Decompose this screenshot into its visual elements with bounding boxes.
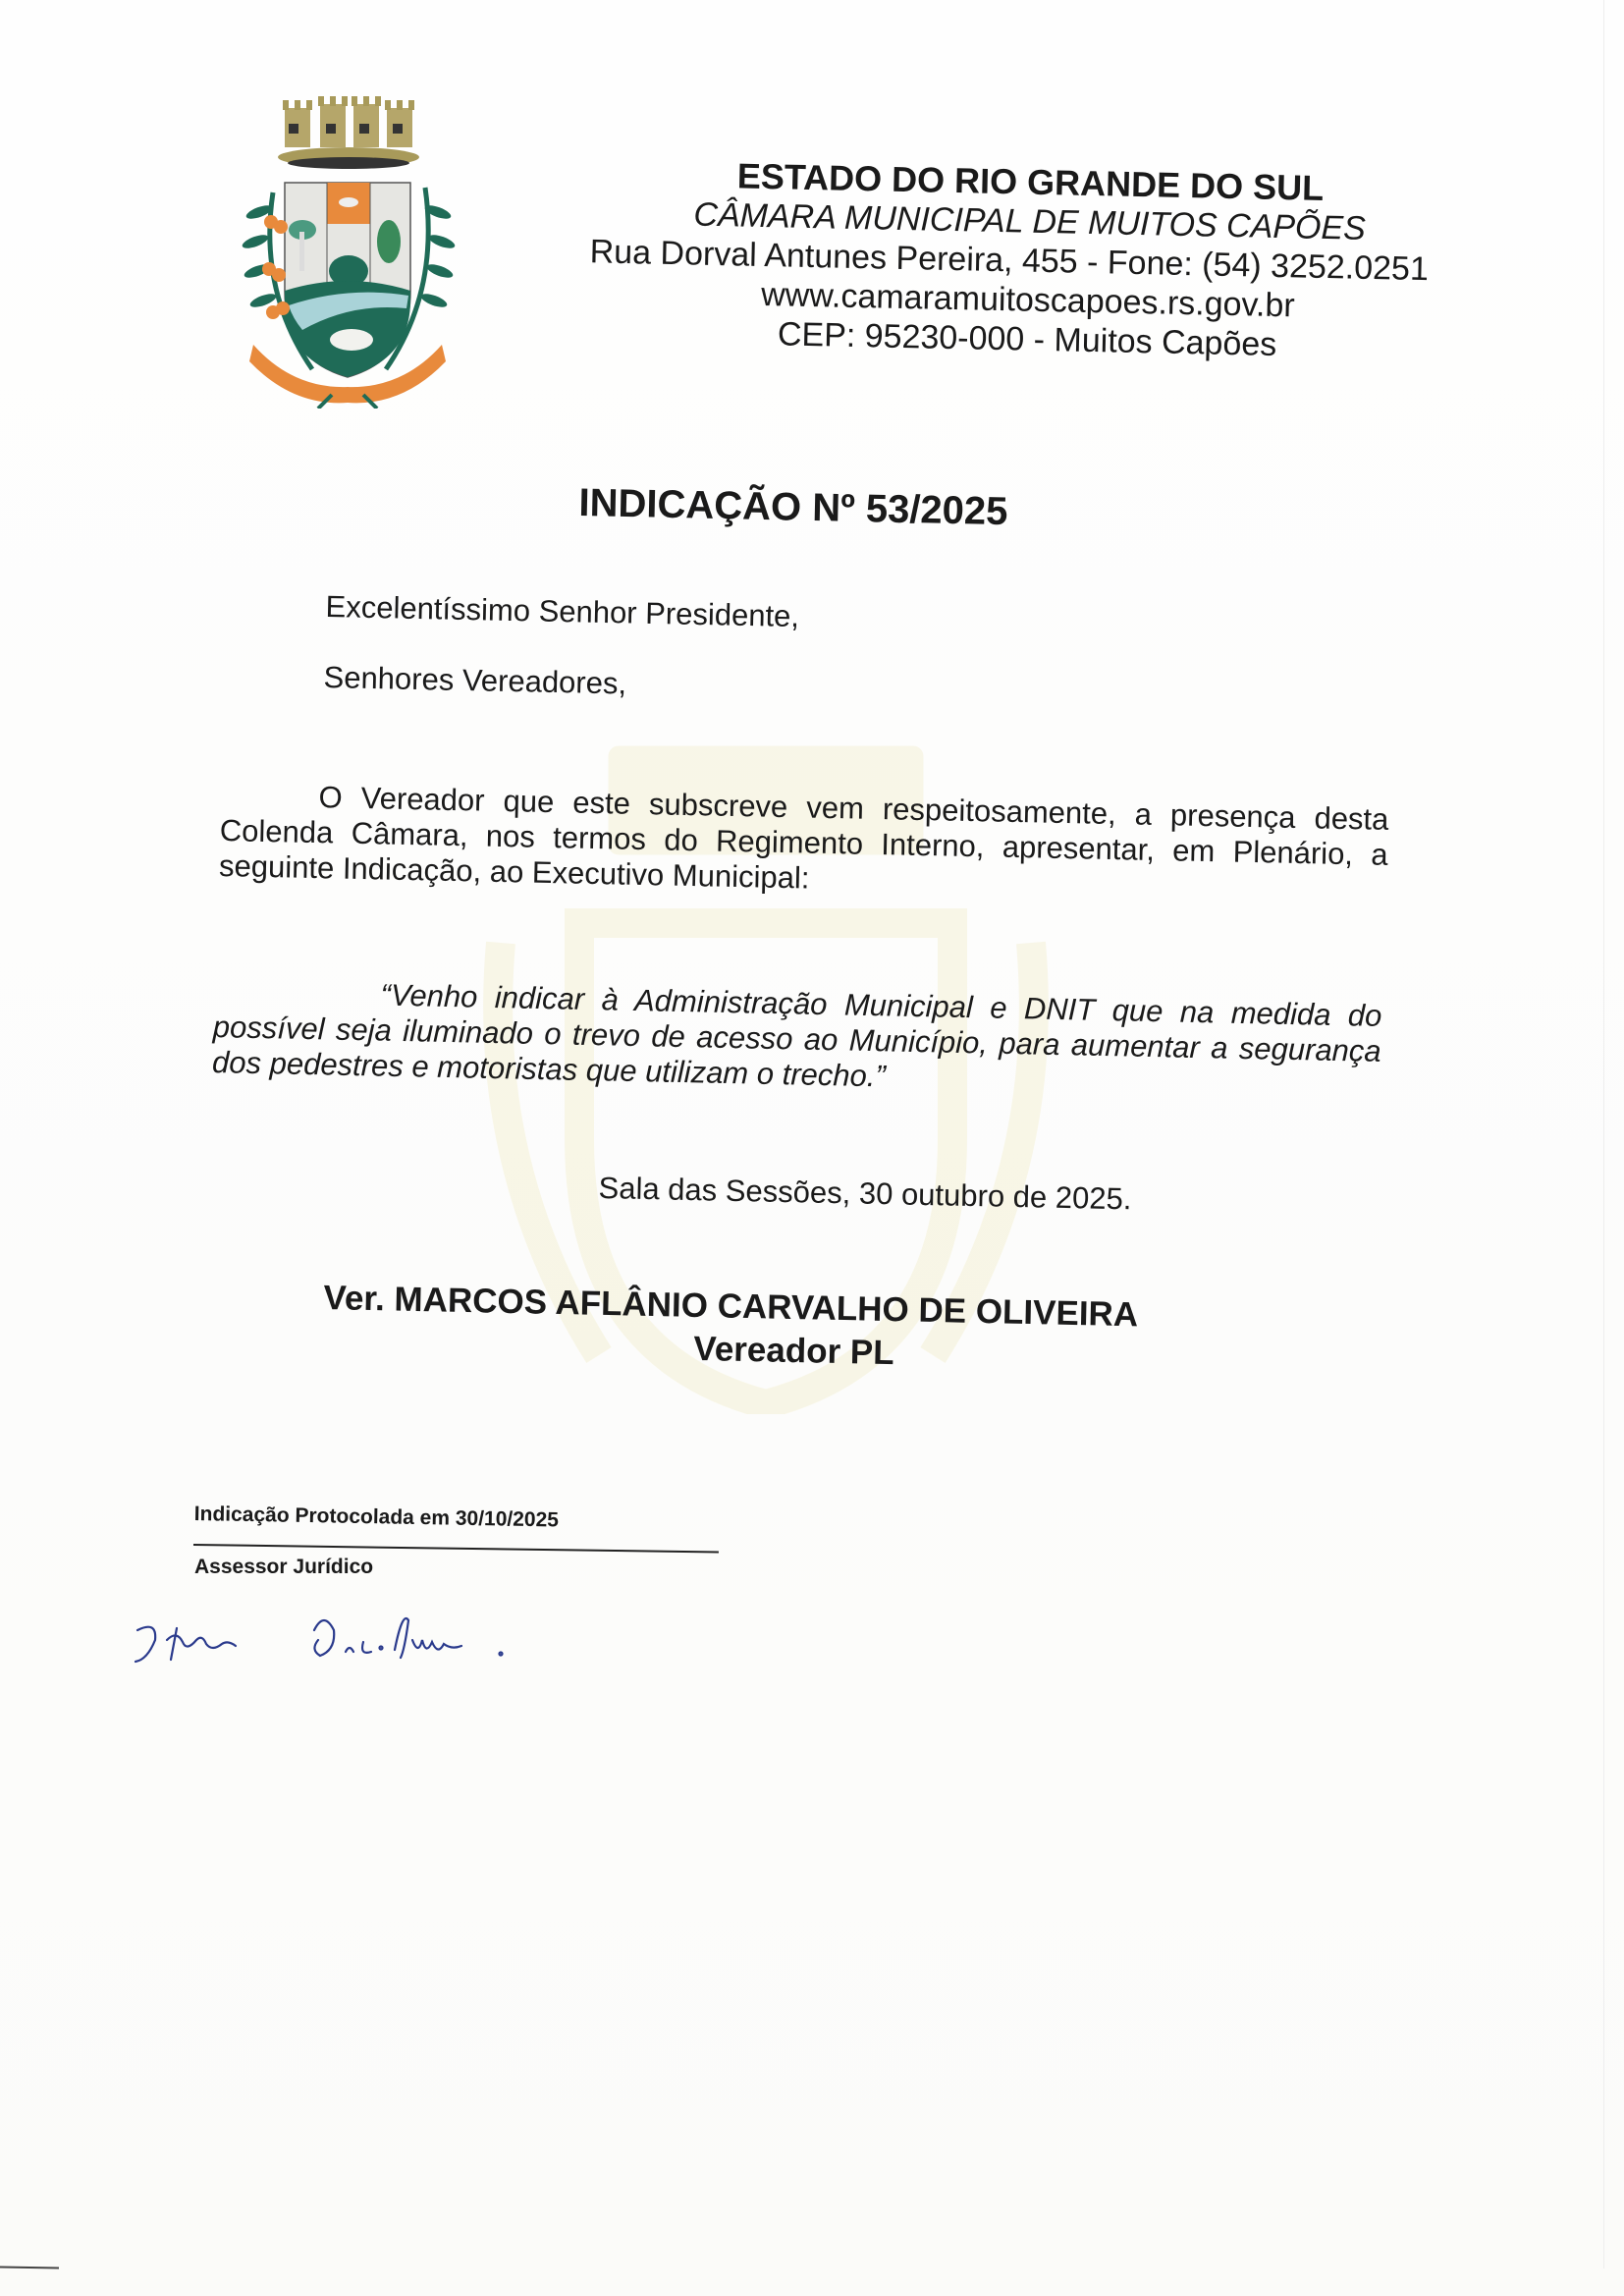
chamber-name: CÂMARA MUNICIPAL DE MUITOS CAPÕES [693, 195, 1367, 247]
salutation-president: Excelentíssimo Senhor Presidente, [325, 589, 800, 634]
signature-line [193, 1544, 719, 1553]
salutation-councilors: Senhores Vereadores, [323, 660, 627, 701]
chamber-address: Rua Dorval Antunes Pereira, 455 - Fone: (54) 3252.0251 [589, 233, 1430, 289]
indication-quote: “Venho indicar à Administração Municipal e DNIT que na medida do possível seja iluminado o trevo de acesso ao Município, para aumentar a segurança dos pedestres e motoristas que utilizam o trecho.” [211, 977, 1382, 1094]
scan-right-edge [1603, 0, 1604, 2269]
chamber-cep: CEP: 95230-000 - Muitos Capões [777, 315, 1277, 363]
letterhead [526, 152, 1492, 368]
protocol-note: Indicação Protocolada em 30/10/2025 [193, 1503, 560, 1532]
chamber-website: www.camaramuitoscapoes.rs.gov.br [760, 275, 1296, 325]
scan-edge-mark [0, 2266, 59, 2269]
signatory-name: Ver. MARCOS AFLÂNIO CARVALHO DE OLIVEIRA [323, 1278, 1139, 1335]
state-name: ESTADO DO RIO GRANDE DO SUL [736, 155, 1325, 208]
session-date: Sala das Sessões, 30 outubro de 2025. [598, 1171, 1132, 1217]
coat-of-arms-icon [224, 94, 469, 409]
handwritten-signature-icon [128, 1601, 638, 1689]
crown-icon [278, 96, 419, 169]
document-title: INDICAÇÃO Nº 53/2025 [578, 481, 1008, 534]
body-paragraph: O Vereador que este subscreve vem respeitosamente, a presença desta Colenda Câmara, nos termos do Regimento Interno, apresentar, em Plenário, a seguinte Indicação, ao Executivo Municipal: [218, 780, 1389, 896]
assessor-role: Assessor Jurídico [194, 1556, 374, 1578]
shield-icon [285, 183, 410, 377]
signatory-role: Vereador PL [692, 1329, 895, 1373]
